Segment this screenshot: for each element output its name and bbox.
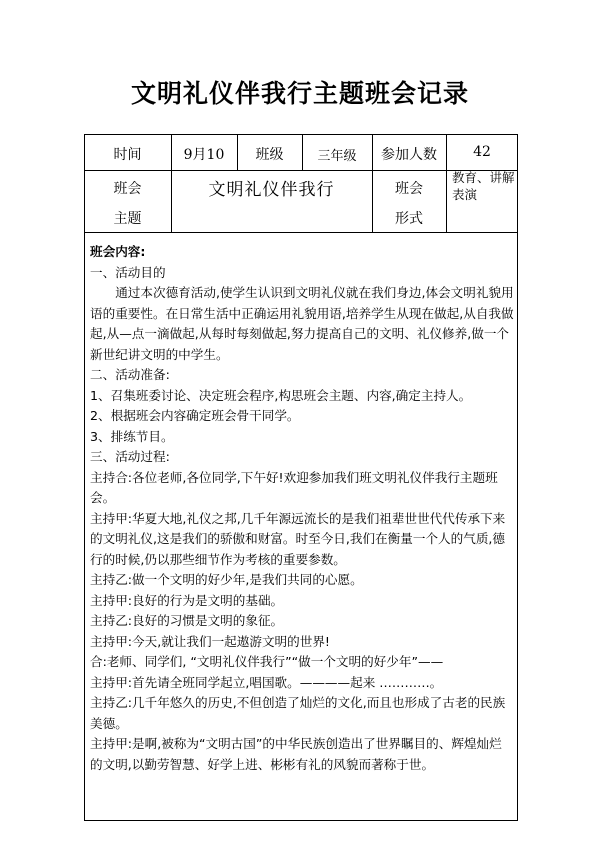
- theme-label-line1: 班会: [113, 181, 142, 197]
- process-line: 主持乙:做一个文明的好少年,是我们共同的心愿。: [90, 572, 363, 587]
- section-heading-process: 三、活动过程:: [90, 449, 170, 464]
- class-label: 班级: [255, 147, 284, 163]
- content-heading: 班会内容:: [90, 244, 146, 259]
- participant-count-value: 42: [473, 144, 491, 160]
- form-label-line2: 形式: [395, 211, 423, 227]
- process-line: 主持合:各位老师,各位同学,下午好!欢迎参加我们班文明礼仪伴我行主题班会。: [90, 469, 498, 505]
- theme-value: 文明礼仪伴我行: [208, 180, 335, 200]
- form-label-line1: 班会: [395, 181, 423, 197]
- purpose-paragraph: 通过本次德育活动,使学生认识到文明礼仪就在我们身边,体会文明礼貌用语的重要性。在日常生活中正确运用礼貌用语,培养学生从现在做起,从自我做起,从—点一滴做起,从每时每刻做起,努力提高自己的文明、礼仪修养,做一个新世纪讲文明的中学生。: [90, 285, 514, 362]
- preparation-item-3: 3、排练节目。: [90, 428, 174, 444]
- process-line: 主持甲:首先请全班同学起立,唱国歌。————起来 …………。: [90, 674, 443, 690]
- form-value-line1: 教育、讲解: [452, 170, 515, 185]
- process-line: 主持甲:良好的行为是文明的基础。: [90, 592, 284, 608]
- meeting-content: [90, 242, 514, 775]
- process-line: 主持甲:今天,就让我们一起遨游文明的世界!: [90, 633, 330, 649]
- process-line: 合:老师、同学们, “文明礼仪伴我行”“做一个文明的好少年”——: [90, 654, 444, 669]
- preparation-item-1: 1、召集班委讨论、决定班会程序,构思班会主题、内容,确定主持人。: [90, 387, 472, 403]
- preparation-item-2: 2、根据班会内容确定班会骨干同学。: [90, 408, 300, 423]
- process-line: 主持乙:几千年悠久的历史,不但创造了灿烂的文化,而且也形成了古老的民族美德。: [90, 695, 506, 731]
- time-label: 时间: [113, 147, 142, 163]
- time-value: 9月10: [183, 147, 225, 163]
- participant-count-label: 参加人数: [381, 147, 437, 163]
- table-row-divider-2: [84, 232, 518, 233]
- process-line: 主持乙:良好的习惯是文明的象征。: [90, 613, 284, 628]
- page-title: 文明礼仪伴我行主题班会记录: [130, 79, 469, 108]
- section-heading-preparation: 二、活动准备:: [90, 367, 170, 382]
- theme-label-line2: 主题: [113, 211, 142, 227]
- form-value-line2: 表演: [452, 187, 478, 202]
- class-value: 三年级: [317, 149, 357, 164]
- process-line: 主持甲:是啊,被称为“文明古国”的中华民族创造出了世界瞩目的、辉煌灿烂的文明,以勤劳智慧、好学上进、彬彬有礼的风貌而著称于世。: [90, 736, 502, 772]
- section-heading-purpose: 一、活动目的: [90, 264, 166, 280]
- process-line: 主持甲:华夏大地,礼仪之邦,几千年源远流长的是我们祖辈世世代代传承下来的文明礼仪,这是我们的骄傲和财富。时至今日,我们在衡量一个人的气质,德行的时候,仍以那些细节作为考核的重要参数。: [90, 510, 506, 567]
